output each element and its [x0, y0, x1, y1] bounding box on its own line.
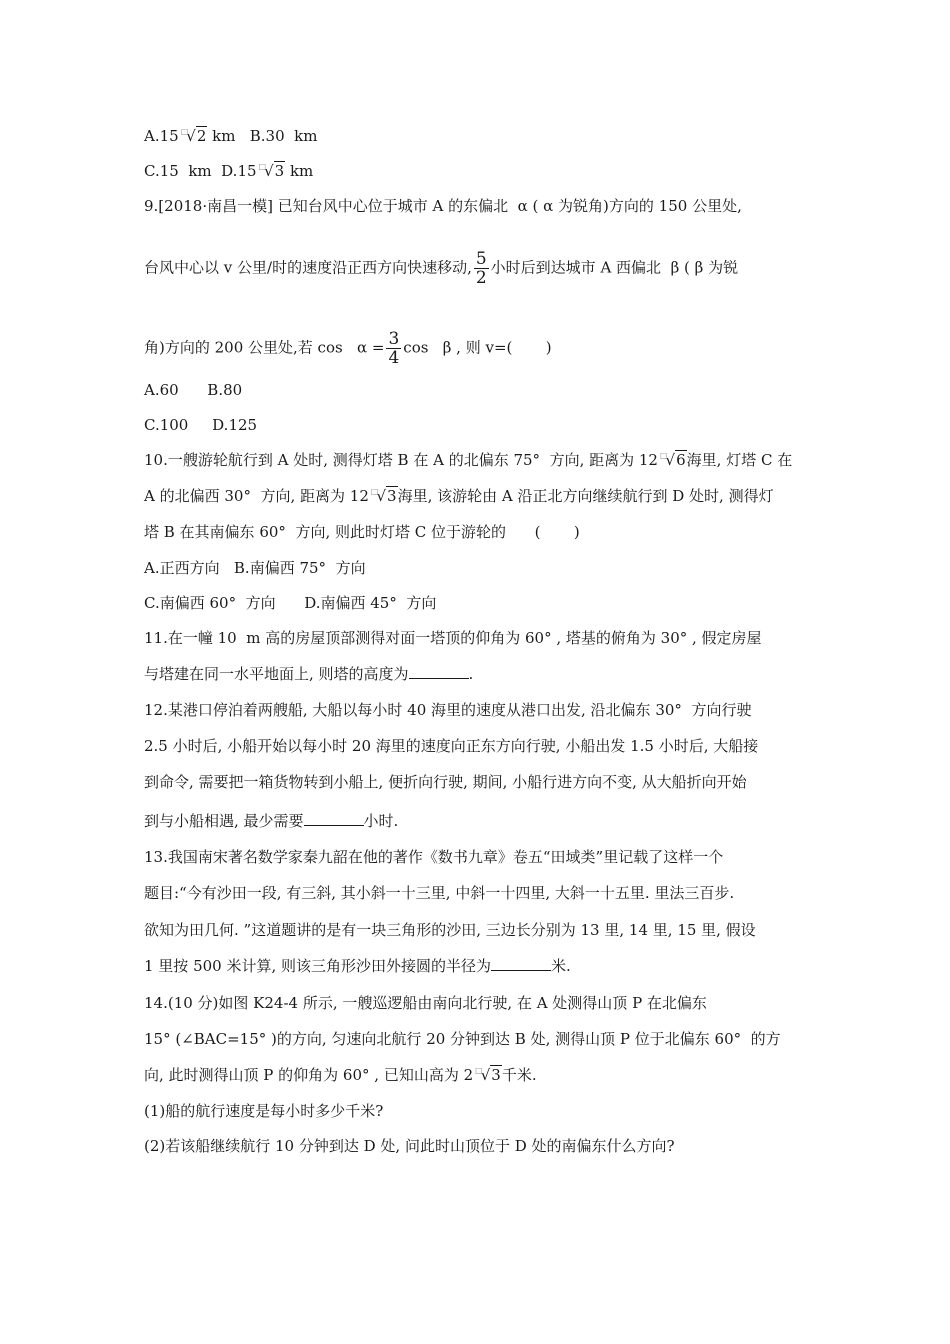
q12-line-1: 12.某港口停泊着两艘船, 大船以每小时 40 海里的速度从港口出发, 沿北偏东 30° 方向行驶 [144, 701, 752, 719]
q10-options-cd: C.南偏西 60° 方向 D.南偏西 45° 方向 [144, 594, 437, 612]
q9-line-3: 角)方向的 200 公里处,若 cos α = $\frac{3}{4}$ cos β , 则 v=( ) [144, 329, 552, 368]
q11-line-2: 与塔建在同一水平地面上, 则塔的高度为 . [144, 665, 474, 683]
q10-line-2: A 的北偏西 30° 方向, 距离为 12 □√3海里, 该游轮由 A 沿正北方向继续航行到 D 处时, 测得灯 [144, 486, 774, 509]
q9-options-cd: C.100 D.125 [144, 416, 258, 434]
q11-line-1: 11.在一幢 10 m 高的房屋顶部测得对面一塔顶的仰角为 60° , 塔基的俯角为 30° , 假定房屋 [144, 629, 762, 647]
q13-line-4: 1 里按 500 米计算, 则该三角形沙田外接圆的半径为 米. [144, 957, 571, 975]
sqrt-symbol: □√6 [659, 451, 686, 469]
q14-line-2: 15° (∠BAC=15° )的方向, 匀速向北航行 20 分钟到达 B 处, 测得山顶 P 位于北偏东 60° 的方 [144, 1030, 781, 1048]
q10-options-ab: A.正西方向 B.南偏西 75° 方向 [144, 559, 366, 577]
q14-sub-2: (2)若该船继续航行 10 分钟到达 D 处, 问此时山顶位于 D 处的南偏东什么方向? [144, 1137, 675, 1155]
q12-line-2: 2.5 小时后, 小船开始以每小时 20 海里的速度向正东方向行驶, 小船出发 1.5 小时后, 大船接 [144, 737, 759, 755]
q9-options-ab: A.60 B.80 [144, 381, 243, 399]
fraction: $\frac{5}{2}$ [475, 249, 487, 288]
q14-sub-1: (1)船的航行速度是每小时多少千米? [144, 1102, 384, 1120]
q10-line-1: 10.一艘游轮航行到 A 处时, 测得灯塔 B 在 A 的北偏东 75° 方向, 距离为 12 □√6海里, 灯塔 C 在 [144, 450, 792, 473]
q9-line-1: 9.[2018·南昌一模] 已知台风中心位于城市 A 的东偏北 α ( α 为锐角)方向的 150 公里处, [144, 197, 742, 215]
answer-blank [491, 956, 551, 971]
q14-line-1: 14.(10 分)如图 K24-4 所示, 一艘巡逻船由南向北行驶, 在 A 处测得山顶 P 在北偏东 [144, 994, 707, 1012]
q12-line-3: 到命令, 需要把一箱货物转到小船上, 便折向行驶, 期间, 小船行进方向不变, 从大船折向开始 [144, 773, 747, 791]
sqrt-symbol: □√3 [258, 162, 285, 180]
fraction: $\frac{3}{4}$ [388, 329, 400, 368]
q8-options-ab: A.15 □√2 km B.30 km [144, 126, 317, 149]
q12-line-4: 到与小船相遇, 最少需要 小时. [144, 812, 399, 830]
answer-blank [304, 811, 364, 826]
sqrt-symbol: □√2 [180, 127, 207, 145]
sqrt-symbol: □√3 [370, 487, 397, 505]
q13-line-2: 题目:“今有沙田一段, 有三斜, 其小斜一十三里, 中斜一十四里, 大斜一十五里. 里法三百步. [144, 884, 735, 902]
q13-line-3: 欲知为田几何. ”这道题讲的是有一块三角形的沙田, 三边长分别为 13 里, 14 里, 15 里, 假设 [144, 921, 756, 939]
answer-blank [409, 664, 469, 679]
q13-line-1: 13.我国南宋著名数学家秦九韶在他的著作《数书九章》卷五“田域类”里记载了这样一个 [144, 848, 724, 866]
q14-line-3: 向, 此时测得山顶 P 的仰角为 60° , 已知山高为 2 □√3千米. [144, 1065, 537, 1088]
q9-line-2: 台风中心以 v 公里/时的速度沿正西方向快速移动, $\frac{5}{2}$ 小时后到达城市 A 西偏北 β ( β 为锐 [144, 249, 739, 288]
sqrt-symbol: □√3 [475, 1066, 501, 1084]
q10-line-3: 塔 B 在其南偏东 60° 方向, 则此时灯塔 C 位于游轮的 ( ) [144, 523, 580, 541]
q8-options-cd: C.15 km D.15 □√3 km [144, 161, 313, 184]
